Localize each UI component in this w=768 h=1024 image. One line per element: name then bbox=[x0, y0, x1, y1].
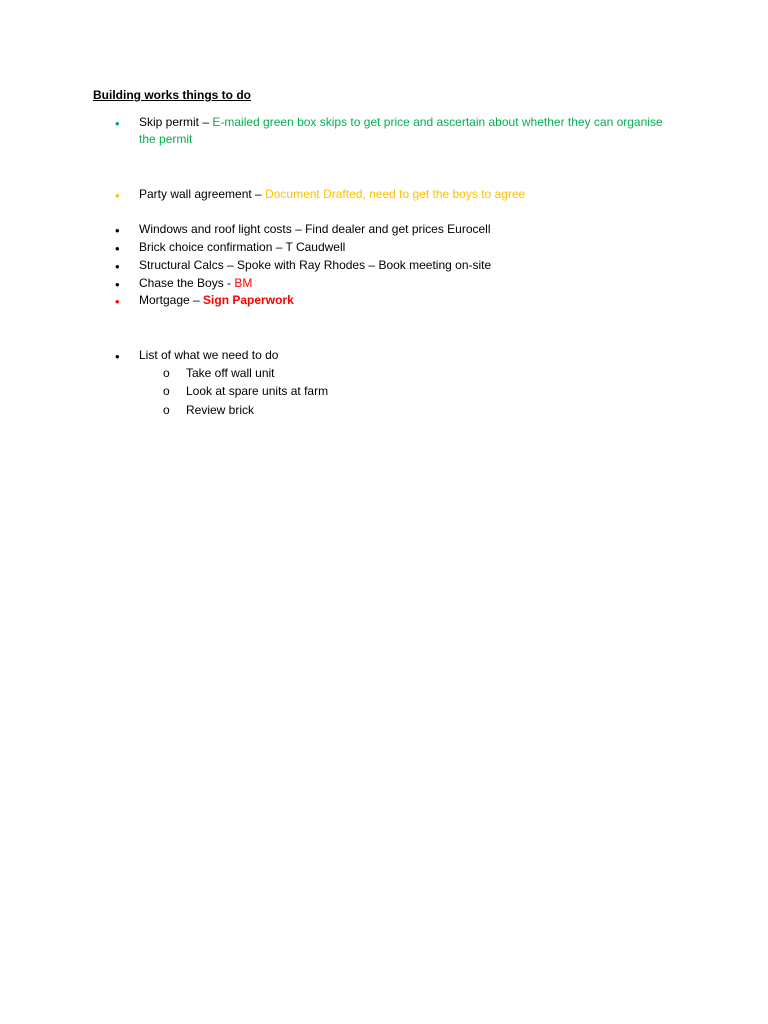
bullet-marker: • bbox=[115, 188, 120, 203]
sub-item-spare-units: Look at spare units at farm bbox=[186, 384, 329, 398]
bullet-marker: • bbox=[115, 241, 120, 256]
todo-item-label: Chase the Boys - bbox=[139, 276, 235, 290]
bullet-marker: • bbox=[115, 223, 120, 238]
todo-item-party-wall bbox=[139, 186, 525, 203]
bullet-marker: • bbox=[115, 116, 120, 131]
todo-item-mortgage bbox=[139, 292, 294, 309]
todo-item-note: Sign Paperwork bbox=[203, 293, 294, 307]
todo-item-note: BM bbox=[234, 276, 253, 290]
sub-bullet-marker: o bbox=[163, 403, 170, 417]
todo-item-label: Skip permit – bbox=[139, 115, 213, 129]
todo-item-list: List of what we need to do bbox=[139, 348, 279, 362]
todo-item-chase-boys bbox=[139, 275, 252, 292]
todo-item-label: Party wall agreement – bbox=[139, 187, 266, 201]
todo-item-windows: Windows and roof light costs – Find dealer and get prices Eurocell bbox=[139, 222, 491, 236]
bullet-marker: • bbox=[115, 277, 120, 292]
sub-item-take-off-wall-unit: Take off wall unit bbox=[186, 366, 275, 380]
bullet-marker: • bbox=[115, 294, 120, 309]
bullet-marker: • bbox=[115, 349, 120, 364]
todo-item-note: Document Drafted, need to get the boys to agree bbox=[265, 187, 526, 201]
todo-item-skip-permit bbox=[139, 114, 679, 148]
todo-item-brick-choice: Brick choice confirmation – T Caudwell bbox=[139, 240, 346, 254]
bullet-marker: • bbox=[115, 259, 120, 274]
todo-item-note: E-mailed green box skips to get price and ascertain about whether they can organise the permit bbox=[139, 115, 663, 146]
todo-item-label: Mortgage – bbox=[139, 293, 204, 307]
sub-item-review-brick: Review brick bbox=[186, 403, 255, 417]
sub-bullet-marker: o bbox=[163, 366, 170, 380]
sub-bullet-marker: o bbox=[163, 384, 170, 398]
todo-item-structural-calcs: Structural Calcs – Spoke with Ray Rhodes – Book meeting on-site bbox=[139, 258, 492, 272]
document-title: Building works things to do bbox=[93, 88, 251, 102]
